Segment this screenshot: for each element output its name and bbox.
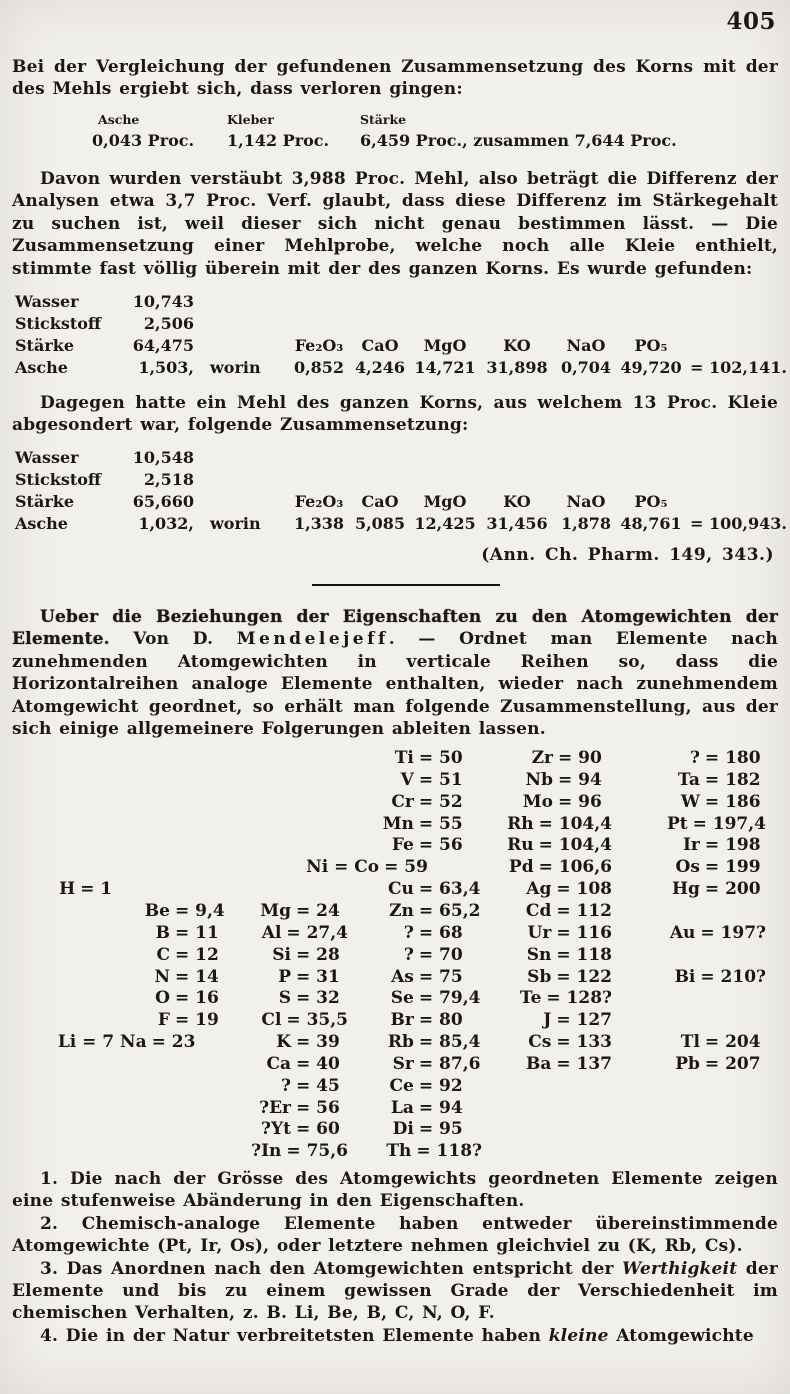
element-symbol: Ti [394,748,414,768]
element-weight: = 23 [151,1032,196,1053]
element-symbol: Cu [387,879,414,900]
element-symbol: Ir [682,835,700,856]
element-weight: = 104,4 [538,813,612,834]
element-symbol: N [154,966,170,987]
element-symbol: ? [281,1075,291,1096]
element-cell [500,901,612,923]
element-weight: = 32 [295,988,340,1009]
element-cell [352,923,482,945]
comp-label: Stickstoff [15,470,102,489]
element-cell [240,857,482,879]
element-cell [240,945,348,967]
element-cell [240,1098,348,1120]
comp-value: 10,743 [132,292,194,311]
oxide-value: 1,878 [560,514,612,533]
element-cell [118,901,228,923]
text-segment: Atomgewichte [608,1325,754,1346]
element-cell [240,1010,348,1032]
element-symbol: ?Yt [261,1119,291,1140]
element-weight: = 128? [546,988,612,1009]
element-symbol: Th [386,1141,412,1162]
element-weight: = 65,2 [418,900,481,921]
oxide-header-row [288,336,684,355]
comp-label: Stärke [15,492,75,511]
element-symbol: P [278,966,291,987]
element-symbol: Sn [526,944,552,965]
element-weight: = 186 [704,791,761,812]
element-weight: = 55 [418,813,463,834]
oxide-value-row [288,514,787,533]
element-cell [352,1010,482,1032]
comp-label: Asche [15,358,68,377]
loss-value-kleber: 1,142 Proc. [227,131,330,150]
element-weight: = 95 [418,1119,463,1140]
element-weight: = 94 [557,769,602,790]
oxide-block [12,336,787,380]
text-segment: Ueber die Beziehungen der Eigenschaften zu den Atomgewichten der Elemente. [12,607,778,650]
element-symbol: Ur [527,922,552,943]
element-cell [640,1054,766,1076]
element-cell [352,1098,482,1120]
element-cell [352,835,482,857]
element-weight: = 14 [174,966,219,987]
oxide-header: KO [503,492,531,511]
element-weight: = 180 [704,748,761,768]
element-weight: = 118? [416,1141,482,1162]
element-cell [500,792,612,814]
loss-header-staerke: Stärke [360,112,407,127]
element-weight: = 182 [704,769,761,790]
element-cell [640,879,766,901]
element-symbol: Ni = Co [306,857,380,878]
element-cell [352,945,482,967]
element-cell [118,988,228,1010]
comp-row [12,448,778,470]
element-symbol: Ta [677,769,700,790]
element-symbol: La [390,1097,414,1118]
text-segment: 2. Chemisch-analoge Elemente haben entweder übereinstimmende Atomgewichte (Pt, Ir, Os), oder letztere nehmen gleichviel zu (K, Rb, Cs). [12,1213,778,1257]
element-symbol: ? [403,922,414,943]
oxide-header-row [288,492,684,511]
element-symbol: ?In [251,1141,282,1162]
element-symbol: Ba [525,1053,552,1074]
element-weight: = 51 [418,769,463,790]
element-symbol: V [400,769,414,790]
element-symbol: Cr [391,791,414,812]
element-weight: = 197,4 [692,813,766,834]
element-cell [240,1032,348,1054]
element-cell [352,1054,482,1076]
element-weight: = 56 [418,835,463,856]
comp-value: 2,506 [143,314,194,333]
element-symbol: Cd [525,900,552,921]
element-symbol: Be [144,900,170,921]
conclusion-item-1 [12,1168,778,1213]
oxide-value: 0,704 [560,358,612,377]
element-cell [352,967,482,989]
element-weight: = 59 [384,857,428,878]
element-cell [240,1054,348,1076]
conclusion-item-4 [12,1325,778,1347]
element-cell [640,814,766,836]
comp-row [12,470,778,492]
element-weight: = 137 [556,1053,612,1074]
element-symbol: Li = 7 Na [57,1032,147,1053]
loss-value-asche: 0,043 Proc. [92,131,195,150]
oxide-header: Fe₂O₃ [294,336,344,355]
element-weight: = 104,4 [538,835,612,856]
element-weight: = 207 [704,1053,761,1074]
text-segment: 3. Das Anordnen nach den Atomgewichten entspricht der [40,1258,623,1279]
oxide-total: = 100,943. [690,514,787,533]
oxide-value: 31,456 [486,514,548,533]
loss-table-values [12,131,778,150]
oxide-value: 1,338 [293,514,345,533]
element-cell [352,792,482,814]
comp-value: 10,548 [132,448,194,467]
composition-table-2 [12,448,787,538]
comp-row [12,292,778,314]
paragraph-dagegen: Dagegen hatte ein Mehl des ganzen Korns, aus welchem 13 Proc. Kleie abgesondert war, folgende Zusammensetzung: [12,393,778,436]
periodic-element-table [0,748,790,1164]
element-weight: = 19 [174,1010,219,1031]
oxide-value: 14,721 [414,358,476,377]
oxide-total: = 102,141. [690,358,787,377]
text-segment: kleine [548,1325,609,1346]
element-weight: = 27,4 [286,922,348,943]
comp-label: Stickstoff [15,314,102,333]
element-symbol: Tl [680,1032,700,1053]
element-cell [500,923,612,945]
element-symbol: Hg [671,879,700,900]
text-segment: Mendelejeff [236,629,389,650]
comp-value: 1,503, [138,358,194,377]
element-weight: = 16 [174,988,219,1009]
oxide-value: 4,246 [354,358,406,377]
element-weight: = 112 [556,900,612,921]
element-symbol: Os [675,857,700,878]
element-weight: = 28 [295,944,340,965]
element-weight: = 94 [418,1097,463,1118]
comp-label: Asche [15,514,68,533]
oxide-value: 48,761 [620,514,682,533]
element-weight: = 9,4 [174,900,225,921]
element-weight: = 127 [556,1010,612,1031]
oxide-header: MgO [423,492,467,511]
paragraph-davon: Davon wurden verstäubt 3,988 Proc. Mehl, also beträgt die Differenz der Analysen etwa 3,7 Proc. Verf. glaubt, dass diese Differenz im Stärkegehalt zu suchen ist, weil dieser sich nicht genau bestimmen lässt. — Die Zusammensetzung einer Mehlprobe, welche noch alle Kleie enthielt, stimmte fast völlig überein mit der des ganzen Korns. Es wurde gefunden: [12,169,778,279]
comp-label: Wasser [15,448,79,467]
element-weight: = 133 [556,1032,612,1053]
conclusion-item-3 [12,1258,778,1325]
element-cell [240,1119,348,1141]
oxide-header: KO [503,336,531,355]
comp-value: 64,475 [132,336,194,355]
element-cell [240,988,348,1010]
conclusions-list [12,1168,778,1347]
element-cell [640,1032,766,1054]
composition-table-1 [12,292,787,382]
element-cell [500,814,612,836]
element-cell [640,857,766,879]
element-symbol: S [278,988,291,1009]
oxide-value: 31,898 [486,358,548,377]
element-symbol: Ca [266,1053,291,1074]
element-cell [640,770,766,792]
element-weight: = 90 [557,748,602,768]
oxide-header: NaO [566,492,606,511]
element-weight: = 200 [704,879,761,900]
element-symbol: Cs [528,1032,552,1053]
comp-label: Stärke [15,336,75,355]
element-cell [500,945,612,967]
element-weight: = 79,4 [418,988,481,1009]
element-weight: = 52 [418,791,463,812]
element-cell [118,945,228,967]
element-weight: = 40 [295,1053,340,1074]
oxide-value: 12,425 [414,514,476,533]
element-symbol: J [543,1010,552,1031]
element-symbol: ?Er [259,1097,291,1118]
oxide-header: PO₅ [634,492,668,511]
element-symbol: Ag [526,879,552,900]
element-weight: = 56 [295,1097,340,1118]
element-cell [500,1010,612,1032]
element-cell [118,967,228,989]
oxide-value-row [288,358,787,377]
element-symbol: Di [392,1119,414,1140]
element-weight: = 80 [418,1010,463,1031]
element-cell [352,1119,482,1141]
element-weight: = 75,6 [286,1141,348,1162]
oxide-header: CaO [361,492,399,511]
element-weight: = 45 [295,1075,340,1096]
loss-value-staerke: 6,459 Proc., zusammen 7,644 Proc. [360,131,677,150]
element-cell [240,1141,348,1163]
element-weight: = 35,5 [286,1010,348,1031]
text-segment: Von D. [109,629,237,650]
element-weight: = 60 [295,1119,340,1140]
element-weight: = 197? [700,922,766,943]
element-symbol: O [155,988,170,1009]
element-weight: = 63,4 [418,879,481,900]
text-segment: Werthigkeit [622,1258,738,1279]
element-weight: = 108 [556,879,612,900]
element-weight: = 1 [80,879,113,900]
comp-label: Wasser [15,292,79,311]
element-symbol: Bi [674,966,696,987]
element-symbol: Zn [389,900,414,921]
element-weight: = 39 [295,1032,340,1053]
comp-value: 65,660 [132,492,194,511]
oxide-value: 49,720 [620,358,682,377]
element-weight: = 75 [418,966,463,987]
element-cell [118,1010,228,1032]
element-weight: = 11 [174,922,219,943]
oxide-block [12,492,787,536]
element-cell [640,835,766,857]
element-weight: = 68 [418,922,463,943]
text-segment: 4. Die in der Natur verbreitetsten Elemente haben [40,1325,549,1346]
citation: (Ann. Ch. Pharm. 149, 343.) [481,545,774,565]
element-cell [352,901,482,923]
element-cell [500,835,612,857]
oxide-header: NaO [566,336,606,355]
element-symbol: Sb [527,966,552,987]
element-symbol: Ce [389,1075,414,1096]
oxide-header: PO₅ [634,336,668,355]
element-cell [500,770,612,792]
comp-suffix: worin [210,514,261,533]
element-weight: = 50 [418,748,463,768]
section-divider [312,584,500,586]
oxide-header: Fe₂O₃ [294,492,344,511]
element-cell [352,879,482,901]
element-symbol: As [391,966,414,987]
oxide-header: MgO [423,336,467,355]
element-cell [352,814,482,836]
element-symbol: Mo [522,791,553,812]
element-cell [352,1032,482,1054]
loss-header-asche: Asche [98,112,140,127]
text-segment: . — Ordnet man Elemente nach zunehmenden Atomgewichten in verticale Reihen so, dass die Horizontalreihen analoge Elemente enthalten, wieder nach zunehmendem Atomgewicht geordnet, so erhält man folgende Zusammenstellung, aus der sich einige allgemeinere Folgerungen ableiten lassen. [12,629,778,740]
element-cell [352,770,482,792]
element-symbol: F [157,1010,170,1031]
text-segment: der Elemente und bis zu einem gewissen Grade der Verschiedenheit im chemischen Verhalten, z. B. Li, Be, B, C, N, O, F. [12,1258,778,1324]
element-cell [500,1054,612,1076]
element-cell [118,923,228,945]
element-weight: = 12 [174,944,219,965]
element-cell [352,1141,482,1163]
element-symbol: Cl [261,1010,282,1031]
element-symbol: Se [390,988,414,1009]
element-cell [500,879,612,901]
element-symbol: Si [272,944,291,965]
element-weight: = 198 [704,835,761,856]
element-symbol: Al [261,922,282,943]
element-weight: = 96 [557,791,602,812]
element-symbol: Pd [508,857,534,878]
element-symbol: ? [403,944,414,965]
element-symbol: Te [519,988,542,1009]
element-cell [352,988,482,1010]
element-cell [352,748,482,770]
element-weight: = 118 [556,944,612,965]
element-symbol: Rh [507,813,534,834]
text-segment: 1. Die nach der Grösse des Atomgewichts geordneten Elemente zeigen eine stufenweise Abänderung in den Eigenschaften. [12,1169,778,1212]
page-number: 405 [726,8,776,35]
element-weight: = 85,4 [418,1032,481,1053]
element-weight: = 199 [704,857,761,878]
element-cell [640,967,766,989]
element-symbol: C [156,944,170,965]
element-symbol: K [276,1032,291,1053]
element-symbol: Fe [391,835,414,856]
element-cell [500,1032,612,1054]
comp-suffix: worin [210,358,261,377]
element-weight: = 204 [704,1032,761,1053]
element-cell [240,1076,348,1098]
element-cell [38,879,118,901]
element-weight: = 122 [556,966,612,987]
oxide-header: CaO [361,336,399,355]
comp-value: 1,032, [138,514,194,533]
loss-table-headers [12,112,778,127]
element-symbol: Sr [392,1053,414,1074]
conclusion-item-2 [12,1213,778,1258]
element-weight: = 31 [295,966,340,987]
element-symbol: Au [669,922,696,943]
element-symbol: Mn [382,813,414,834]
element-cell [240,923,348,945]
mendeleev-title-paragraph [12,606,778,740]
element-cell [500,748,612,770]
element-symbol: Nb [525,769,553,790]
loss-header-kleber: Kleber [227,112,274,127]
element-cell [640,792,766,814]
element-symbol: Mg [260,900,291,921]
element-cell [500,988,612,1010]
element-symbol: W [680,791,700,812]
element-cell [240,967,348,989]
element-cell [500,857,612,879]
element-symbol: Pb [675,1053,700,1074]
element-weight: = 106,6 [538,857,612,878]
element-weight: = 87,6 [418,1053,481,1074]
element-symbol: Rb [387,1032,414,1053]
paragraph-intro: Bei der Vergleichung der gefundenen Zusammensetzung des Korns mit der des Mehls ergiebt sich, dass verloren gingen: [12,57,778,100]
element-symbol: Pt [666,813,688,834]
comp-value: 2,518 [143,470,194,489]
element-weight: = 24 [295,900,340,921]
element-cell [500,967,612,989]
comp-row [12,314,778,336]
element-symbol: H [59,879,76,900]
element-cell [640,748,766,770]
element-symbol: Ru [507,835,534,856]
oxide-value: 0,852 [293,358,345,377]
element-symbol: Zr [531,748,553,768]
element-weight: = 210? [700,966,766,987]
element-weight: = 92 [418,1075,463,1096]
element-weight: = 116 [556,922,612,943]
element-cell [352,1076,482,1098]
element-symbol: Br [390,1010,414,1031]
element-symbol: B [155,922,170,943]
element-weight: = 70 [418,944,463,965]
element-symbol: ? [689,748,700,768]
oxide-value: 5,085 [354,514,406,533]
element-cell [240,901,348,923]
element-cell [640,923,766,945]
element-cell [38,1032,228,1054]
